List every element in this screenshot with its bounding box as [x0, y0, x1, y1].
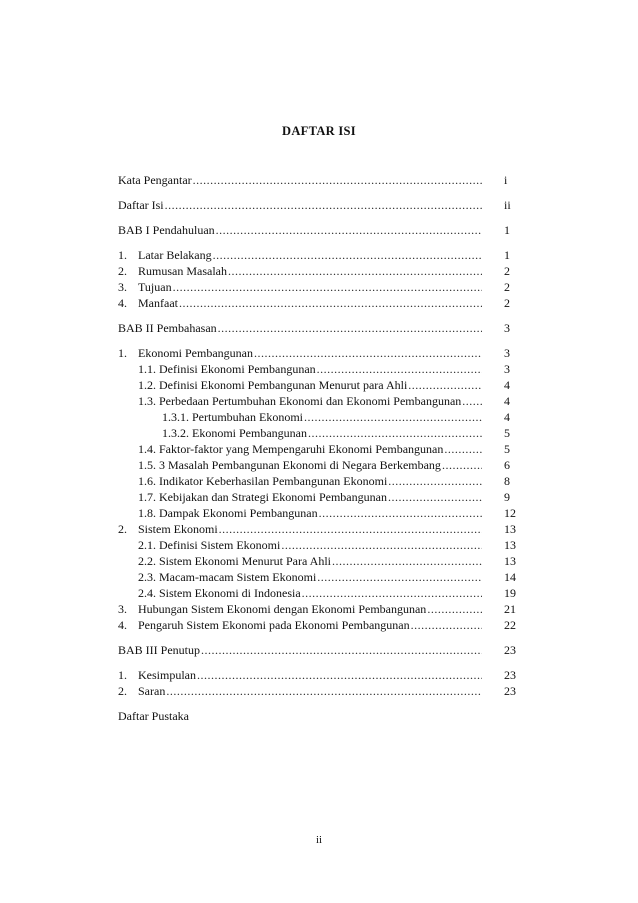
toc-entry-1-6 — [118, 473, 534, 489]
dot-leader — [193, 172, 482, 188]
toc-page: 22 — [504, 618, 516, 632]
toc-label: 1.3.2. Ekonomi Pembangunan — [162, 426, 307, 440]
dot-leader — [219, 521, 482, 537]
toc-label: Pengaruh Sistem Ekonomi pada Ekonomi Pembangunan — [138, 618, 410, 632]
toc-entry-rumusan-masalah — [118, 263, 534, 279]
toc-label: 1.8. Dampak Ekonomi Pembangunan — [138, 506, 318, 520]
toc-page: 8 — [504, 474, 510, 488]
toc-entry-kata-pengantar — [118, 172, 534, 188]
toc-entry-1-3-2 — [118, 425, 534, 441]
toc-page: 9 — [504, 490, 510, 504]
toc-page: 13 — [504, 522, 516, 536]
dot-leader — [216, 222, 482, 238]
toc-entry-daftar-pustaka: Daftar Pustaka — [118, 709, 189, 723]
dot-leader — [408, 377, 482, 393]
toc-entry-1-3-1 — [118, 409, 534, 425]
toc-page: 14 — [504, 570, 516, 584]
dot-leader — [444, 441, 482, 457]
toc-label: BAB III Penutup — [118, 643, 200, 657]
toc-number: 1. — [118, 248, 127, 262]
toc-entry-2-3 — [118, 569, 534, 585]
toc-label: Kata Pengantar — [118, 173, 192, 187]
dot-leader — [166, 683, 482, 699]
toc-entry-1-7 — [118, 489, 534, 505]
toc-entry-kesimpulan — [118, 667, 534, 683]
toc-label: BAB II Pembahasan — [118, 321, 217, 335]
toc-label: 1.3. Perbedaan Pertumbuhan Ekonomi dan Ekonomi Pembangunan — [138, 394, 462, 408]
toc-entry-2-4 — [118, 585, 534, 601]
toc-number: 3. — [118, 280, 127, 294]
toc-page: 6 — [504, 458, 510, 472]
dot-leader — [317, 361, 482, 377]
dot-leader — [201, 642, 482, 658]
toc-entry-hubungan — [118, 601, 534, 617]
toc-page: 4 — [504, 394, 510, 408]
toc-label: Daftar Isi — [118, 198, 164, 212]
toc-label: 2.2. Sistem Ekonomi Menurut Para Ahli — [138, 554, 331, 568]
dot-leader — [332, 553, 482, 569]
toc-label: 1.1. Definisi Ekonomi Pembangunan — [138, 362, 316, 376]
toc-page: 2 — [504, 264, 510, 278]
toc-number: 1. — [118, 346, 127, 360]
toc-label: Tujuan — [138, 280, 172, 294]
dot-leader — [173, 279, 482, 295]
dot-leader — [281, 537, 482, 553]
toc-page: i — [504, 173, 508, 187]
toc-entry-bab-3 — [118, 642, 534, 658]
toc-label: 1.4. Faktor-faktor yang Mempengaruhi Ekonomi Pembangunan — [138, 442, 444, 456]
toc-label: 1.7. Kebijakan dan Strategi Ekonomi Pembangunan — [138, 490, 387, 504]
toc-page: 13 — [504, 554, 516, 568]
dot-leader — [388, 489, 482, 505]
dot-leader — [411, 617, 482, 633]
toc-label: 1.2. Definisi Ekonomi Pembangunan Menurut para Ahli — [138, 378, 408, 392]
toc-entry-bab-1 — [118, 222, 534, 238]
dot-leader — [165, 197, 482, 213]
toc-number: 2. — [118, 684, 127, 698]
toc-entry-bab-2 — [118, 320, 534, 336]
toc-entry-manfaat — [118, 295, 534, 311]
toc-entry-1-2 — [118, 377, 534, 393]
toc-page: 3 — [504, 346, 510, 360]
toc-entry-2-1 — [118, 537, 534, 553]
dot-leader — [427, 601, 482, 617]
toc-label: 1.5. 3 Masalah Pembangunan Ekonomi di Negara Berkembang — [138, 458, 441, 472]
toc-page: 12 — [504, 506, 516, 520]
toc-entry-daftar-isi — [118, 197, 534, 213]
toc-number: 1. — [118, 668, 127, 682]
toc-entry-sistem-ekonomi — [118, 521, 534, 537]
dot-leader — [319, 505, 482, 521]
toc-page: 19 — [504, 586, 516, 600]
toc-label: Saran — [138, 684, 166, 698]
toc-label: Ekonomi Pembangunan — [138, 346, 253, 360]
toc-entry-1-3 — [118, 393, 534, 409]
toc-entry-1-8 — [118, 505, 534, 521]
toc-page: 23 — [504, 643, 516, 657]
dot-leader — [304, 409, 482, 425]
toc-label: Hubungan Sistem Ekonomi dengan Ekonomi Pembangunan — [138, 602, 427, 616]
toc-label: Latar Belakang — [138, 248, 212, 262]
dot-leader — [462, 393, 482, 409]
toc-label: Rumusan Masalah — [138, 264, 227, 278]
dot-leader — [213, 247, 482, 263]
dot-leader — [317, 569, 482, 585]
toc-entry-tujuan — [118, 279, 534, 295]
page-title: DAFTAR ISI — [282, 124, 356, 138]
toc-page: 21 — [504, 602, 516, 616]
table-of-contents — [118, 172, 534, 724]
toc-entry-1-4 — [118, 441, 534, 457]
page-number: ii — [315, 834, 323, 846]
toc-number: 2. — [118, 522, 127, 536]
toc-number: 4. — [118, 296, 127, 310]
toc-page: 1 — [504, 223, 510, 237]
dot-leader — [254, 345, 482, 361]
toc-label: 2.4. Sistem Ekonomi di Indonesia — [138, 586, 301, 600]
toc-entry-saran — [118, 683, 534, 699]
toc-page: 3 — [504, 321, 510, 335]
dot-leader — [308, 425, 482, 441]
toc-page: 1 — [504, 248, 510, 262]
toc-number: 4. — [118, 618, 127, 632]
toc-page: 4 — [504, 378, 510, 392]
dot-leader — [388, 473, 482, 489]
toc-entry-1-5 — [118, 457, 534, 473]
dot-leader — [179, 295, 482, 311]
dot-leader — [228, 263, 482, 279]
toc-page: 23 — [504, 684, 516, 698]
toc-label: 1.3.1. Pertumbuhan Ekonomi — [162, 410, 303, 424]
toc-page: 23 — [504, 668, 516, 682]
toc-page: 5 — [504, 426, 510, 440]
toc-label: BAB I Pendahuluan — [118, 223, 215, 237]
toc-entry-2-2 — [118, 553, 534, 569]
toc-page: 5 — [504, 442, 510, 456]
toc-page: ii — [504, 198, 511, 212]
toc-number: 3. — [118, 602, 127, 616]
toc-label: 2.1. Definisi Sistem Ekonomi — [138, 538, 281, 552]
toc-entry-1-1 — [118, 361, 534, 377]
toc-page: 2 — [504, 280, 510, 294]
toc-entry-latar-belakang — [118, 247, 534, 263]
dot-leader — [442, 457, 482, 473]
toc-label: Sistem Ekonomi — [138, 522, 218, 536]
toc-page: 4 — [504, 410, 510, 424]
dot-leader — [302, 585, 482, 601]
toc-page: 13 — [504, 538, 516, 552]
toc-page: 3 — [504, 362, 510, 376]
toc-entry-ekonomi-pembangunan — [118, 345, 534, 361]
toc-entry-pengaruh — [118, 617, 534, 633]
dot-leader — [197, 667, 482, 683]
toc-page: 2 — [504, 296, 510, 310]
toc-label: Manfaat — [138, 296, 178, 310]
toc-number: 2. — [118, 264, 127, 278]
dot-leader — [218, 320, 482, 336]
toc-label: 2.3. Macam-macam Sistem Ekonomi — [138, 570, 317, 584]
toc-label: Kesimpulan — [138, 668, 196, 682]
toc-label: 1.6. Indikator Keberhasilan Pembangunan Ekonomi — [138, 474, 388, 488]
